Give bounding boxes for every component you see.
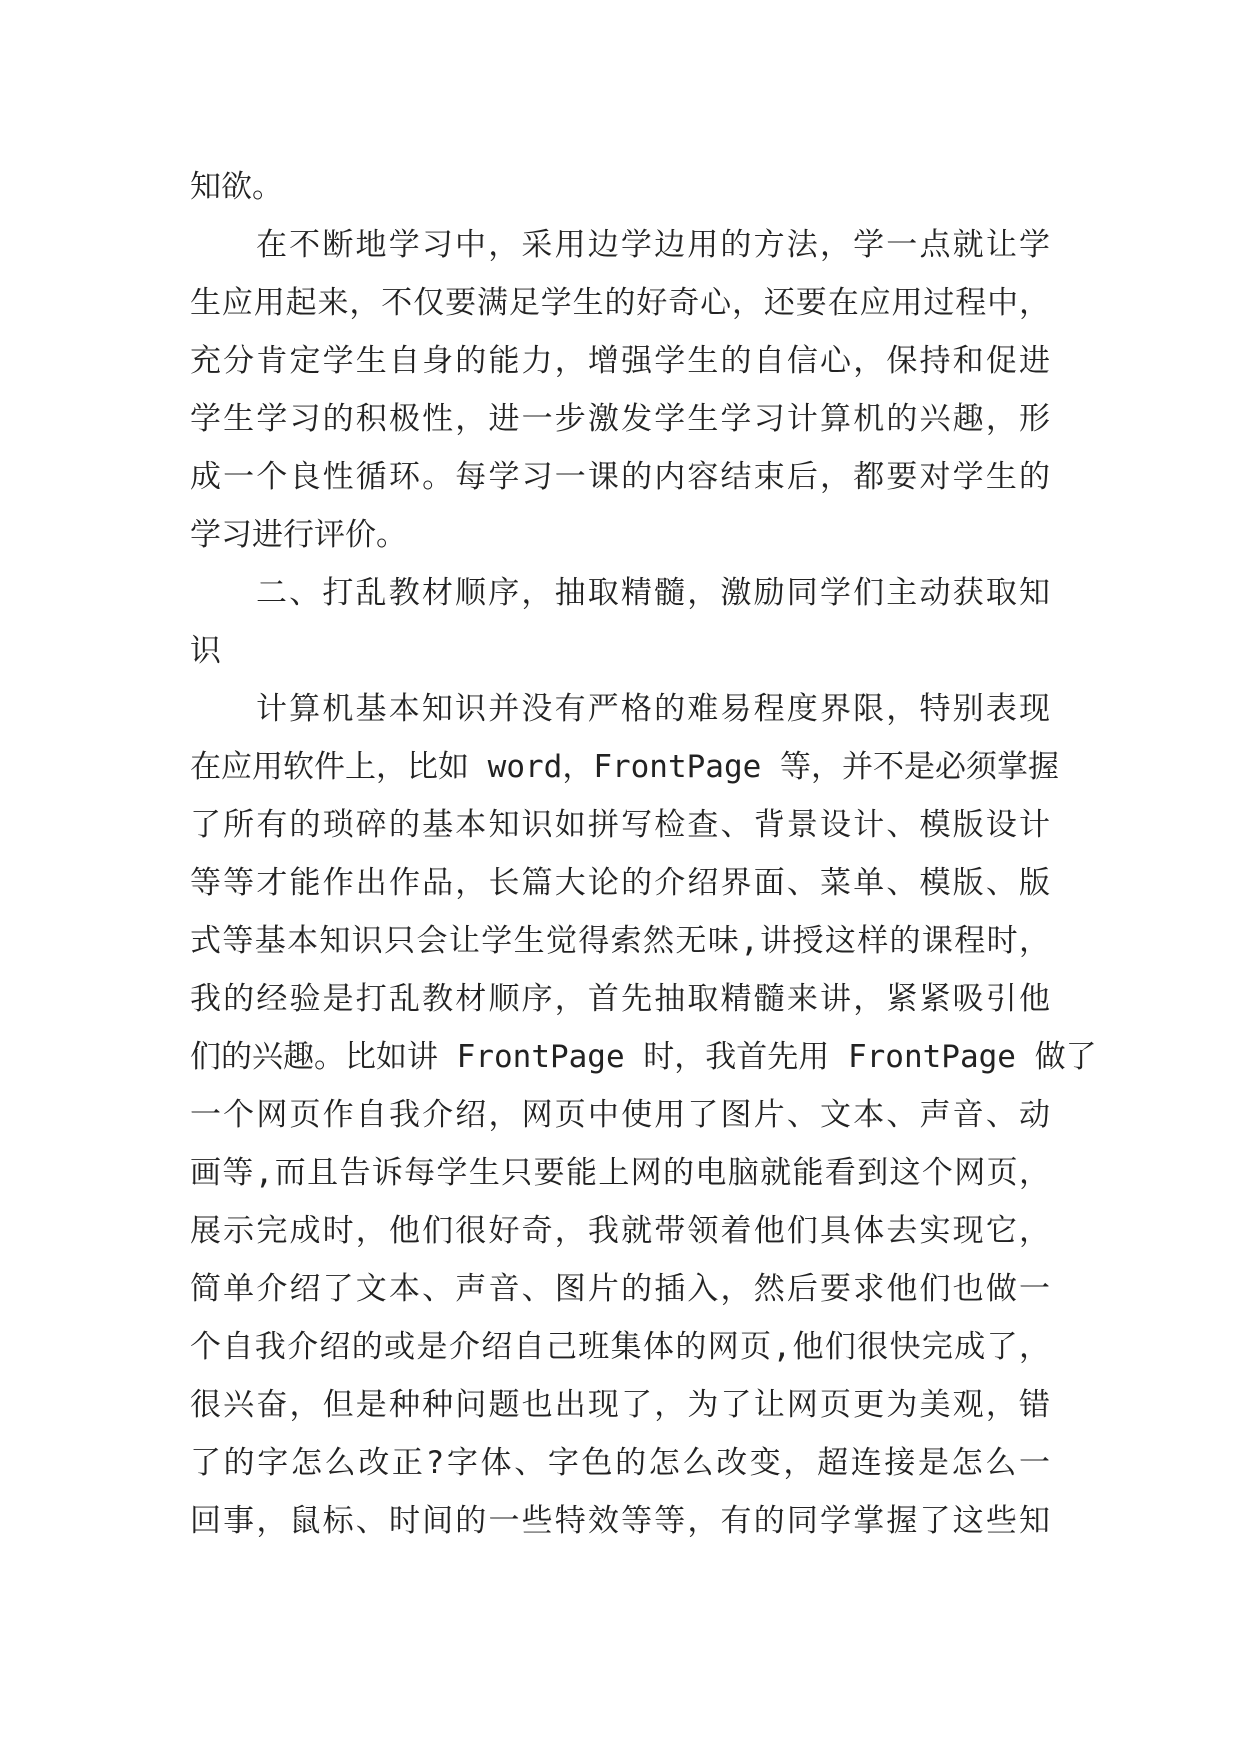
text-line: 生应用起来，不仅要满足学生的好奇心，还要在应用过程中， (190, 285, 1050, 321)
text-line: 学习进行评价。 (190, 517, 407, 553)
text-line: 一个网页作自我介绍，网页中使用了图片、文本、声音、动 (190, 1097, 1050, 1133)
text-line: 们的兴趣。比如讲 FrontPage 时，我首先用 FrontPage 做了 (190, 1039, 1097, 1075)
text-line: 充分肯定学生自身的能力，增强学生的自信心，保持和促进 (190, 343, 1050, 379)
text-line: 二、打乱教材顺序，抽取精髓，激励同学们主动获取知 (256, 575, 1050, 611)
text-line: 在不断地学习中，采用边学边用的方法，学一点就让学 (256, 227, 1050, 263)
text-line: 了所有的琐碎的基本知识如拼写检查、背景设计、模版设计 (190, 807, 1050, 843)
text-line: 回事，鼠标、时间的一些特效等等，有的同学掌握了这些知 (190, 1503, 1050, 1539)
text-line: 很兴奋，但是种种问题也出现了，为了让网页更为美观，错 (190, 1387, 1050, 1423)
text-line: 式等基本知识只会让学生觉得索然无味,讲授这样的课程时， (190, 923, 1050, 959)
text-line: 在应用软件上，比如 word，FrontPage 等，并不是必须掌握 (190, 749, 1059, 785)
text-line: 我的经验是打乱教材顺序，首先抽取精髓来讲，紧紧吸引他 (190, 981, 1050, 1017)
text-line: 成一个良性循环。每学习一课的内容结束后，都要对学生的 (190, 459, 1050, 495)
text-line: 展示完成时，他们很好奇，我就带领着他们具体去实现它， (190, 1213, 1050, 1249)
text-line: 个自我介绍的或是介绍自己班集体的网页,他们很快完成了， (190, 1329, 1050, 1365)
text-line: 计算机基本知识并没有严格的难易程度界限，特别表现 (256, 691, 1050, 727)
text-line: 识 (190, 633, 221, 669)
text-line: 画等,而且告诉每学生只要能上网的电脑就能看到这个网页， (190, 1155, 1050, 1191)
text-line: 知欲。 (190, 169, 283, 205)
text-line: 等等才能作出作品，长篇大论的介绍界面、菜单、模版、版 (190, 865, 1050, 901)
text-line: 学生学习的积极性，进一步激发学生学习计算机的兴趣，形 (190, 401, 1050, 437)
text-line: 了的字怎么改正?字体、字色的怎么改变，超连接是怎么一 (190, 1445, 1050, 1481)
body-text (190, 158, 1097, 1550)
text-line: 简单介绍了文本、声音、图片的插入，然后要求他们也做一 (190, 1271, 1050, 1307)
